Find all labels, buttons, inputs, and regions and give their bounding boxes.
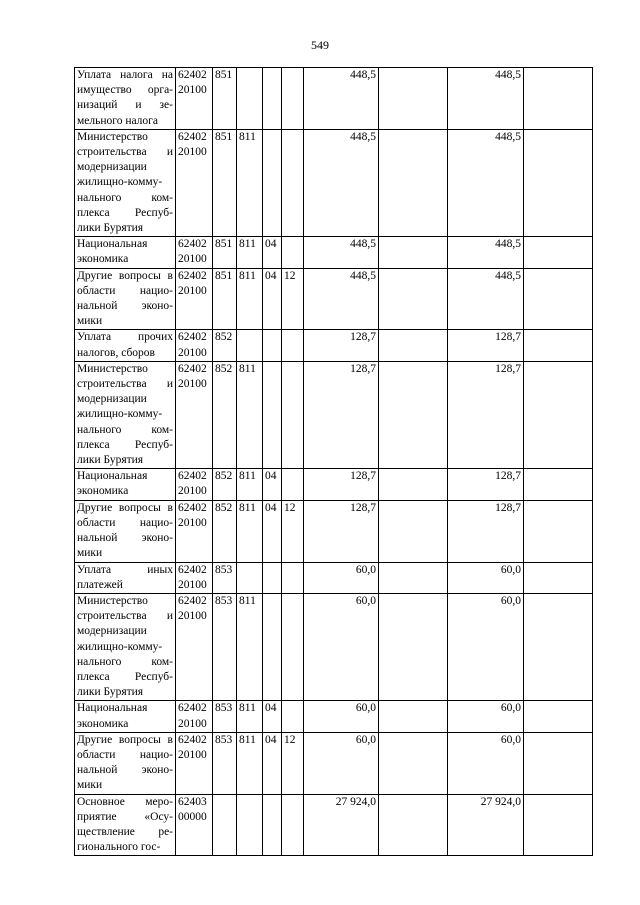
table-row <box>75 361 593 468</box>
expense-type-cell: 852 <box>213 361 237 468</box>
row-name-cell: Другие вопросы в области нацио-нальной эконо-мики <box>75 500 176 562</box>
section-cell <box>263 68 282 130</box>
amount-cell-2: 60,0 <box>448 593 524 700</box>
section-cell <box>263 129 282 236</box>
table-row <box>75 237 593 268</box>
expense-type-cell: 851 <box>213 237 237 268</box>
table-row <box>75 593 593 700</box>
expense-type-cell: 853 <box>213 732 237 794</box>
expense-type-cell <box>213 794 237 856</box>
row-name-cell: Национальная экономика <box>75 237 176 268</box>
target-article-cell: 62402 20100 <box>176 237 213 268</box>
row-name-cell: Другие вопросы в области нацио-нальной эконо-мики <box>75 732 176 794</box>
amount-cell: 448,5 <box>304 268 379 330</box>
amount-cell-2: 448,5 <box>448 129 524 236</box>
subsection-cell <box>282 701 304 732</box>
empty-cell-2 <box>524 469 593 500</box>
empty-cell <box>379 129 448 236</box>
empty-cell <box>379 794 448 856</box>
table-row <box>75 129 593 236</box>
target-article-cell: 62402 20100 <box>176 562 213 593</box>
expense-type-cell: 851 <box>213 129 237 236</box>
subsection-cell <box>282 469 304 500</box>
subsection-cell: 12 <box>282 732 304 794</box>
table-row <box>75 330 593 361</box>
amount-cell: 448,5 <box>304 68 379 130</box>
empty-cell <box>379 500 448 562</box>
empty-cell <box>379 593 448 700</box>
expense-type-cell: 853 <box>213 593 237 700</box>
amount-cell-2: 60,0 <box>448 562 524 593</box>
expense-type-cell: 853 <box>213 562 237 593</box>
empty-cell <box>379 701 448 732</box>
section-cell <box>263 361 282 468</box>
expense-type-cell: 851 <box>213 68 237 130</box>
section-cell: 04 <box>263 268 282 330</box>
empty-cell-2 <box>524 129 593 236</box>
row-name-cell: Национальная экономика <box>75 701 176 732</box>
expense-type-cell: 852 <box>213 330 237 361</box>
amount-cell: 448,5 <box>304 129 379 236</box>
target-article-cell: 62402 20100 <box>176 68 213 130</box>
expense-type-cell: 852 <box>213 500 237 562</box>
amount-cell-2: 448,5 <box>448 268 524 330</box>
empty-cell-2 <box>524 68 593 130</box>
row-name-cell: Национальная экономика <box>75 469 176 500</box>
amount-cell: 128,7 <box>304 361 379 468</box>
section-cell <box>263 794 282 856</box>
target-article-cell: 62402 20100 <box>176 593 213 700</box>
subsection-cell <box>282 794 304 856</box>
row-name-cell: Министерство строительства и модернизации жилищно-комму-нального ком-плекса Респуб-лики Бурятия <box>75 129 176 236</box>
expense-type-cell: 851 <box>213 268 237 330</box>
empty-cell <box>379 361 448 468</box>
empty-cell-2 <box>524 593 593 700</box>
subsection-cell: 12 <box>282 268 304 330</box>
ministry-code-cell: 811 <box>237 732 263 794</box>
table-row <box>75 701 593 732</box>
section-cell: 04 <box>263 500 282 562</box>
amount-cell-2: 128,7 <box>448 469 524 500</box>
amount-cell: 60,0 <box>304 562 379 593</box>
amount-cell-2: 128,7 <box>448 500 524 562</box>
ministry-code-cell: 811 <box>237 593 263 700</box>
amount-cell: 128,7 <box>304 469 379 500</box>
subsection-cell <box>282 361 304 468</box>
subsection-cell <box>282 593 304 700</box>
amount-cell-2: 448,5 <box>448 237 524 268</box>
target-article-cell: 62402 20100 <box>176 129 213 236</box>
target-article-cell: 62402 20100 <box>176 701 213 732</box>
empty-cell-2 <box>524 268 593 330</box>
row-name-cell: Министерство строительства и модернизации жилищно-комму-нального ком-плекса Респуб-лики Бурятия <box>75 361 176 468</box>
row-name-cell: Министерство строительства и модернизации жилищно-комму-нального ком-плекса Респуб-лики Бурятия <box>75 593 176 700</box>
table-row <box>75 562 593 593</box>
budget-table <box>74 67 593 856</box>
amount-cell: 128,7 <box>304 330 379 361</box>
table-row <box>75 732 593 794</box>
section-cell <box>263 330 282 361</box>
ministry-code-cell: 811 <box>237 361 263 468</box>
empty-cell-2 <box>524 361 593 468</box>
target-article-cell: 62403 00000 <box>176 794 213 856</box>
section-cell <box>263 593 282 700</box>
empty-cell-2 <box>524 701 593 732</box>
amount-cell-2: 128,7 <box>448 330 524 361</box>
subsection-cell <box>282 237 304 268</box>
subsection-cell <box>282 129 304 236</box>
ministry-code-cell <box>237 794 263 856</box>
empty-cell-2 <box>524 562 593 593</box>
amount-cell-2: 27 924,0 <box>448 794 524 856</box>
empty-cell-2 <box>524 794 593 856</box>
section-cell: 04 <box>263 701 282 732</box>
empty-cell <box>379 268 448 330</box>
amount-cell: 60,0 <box>304 593 379 700</box>
ministry-code-cell: 811 <box>237 237 263 268</box>
empty-cell <box>379 469 448 500</box>
subsection-cell <box>282 68 304 130</box>
amount-cell: 60,0 <box>304 732 379 794</box>
subsection-cell <box>282 562 304 593</box>
empty-cell-2 <box>524 732 593 794</box>
empty-cell <box>379 68 448 130</box>
table-row <box>75 268 593 330</box>
ministry-code-cell <box>237 330 263 361</box>
empty-cell-2 <box>524 500 593 562</box>
row-name-cell: Другие вопросы в области нацио-нальной эконо-мики <box>75 268 176 330</box>
ministry-code-cell: 811 <box>237 701 263 732</box>
section-cell: 04 <box>263 469 282 500</box>
row-name-cell: Уплата прочих налогов, сборов <box>75 330 176 361</box>
ministry-code-cell: 811 <box>237 469 263 500</box>
amount-cell-2: 60,0 <box>448 701 524 732</box>
table-row <box>75 794 593 856</box>
expense-type-cell: 852 <box>213 469 237 500</box>
ministry-code-cell: 811 <box>237 268 263 330</box>
amount-cell-2: 60,0 <box>448 732 524 794</box>
empty-cell-2 <box>524 237 593 268</box>
table-row <box>75 68 593 130</box>
target-article-cell: 62402 20100 <box>176 500 213 562</box>
target-article-cell: 62402 20100 <box>176 732 213 794</box>
amount-cell-2: 448,5 <box>448 68 524 130</box>
subsection-cell: 12 <box>282 500 304 562</box>
empty-cell <box>379 330 448 361</box>
target-article-cell: 62402 20100 <box>176 361 213 468</box>
section-cell: 04 <box>263 732 282 794</box>
amount-cell-2: 128,7 <box>448 361 524 468</box>
ministry-code-cell: 811 <box>237 500 263 562</box>
ministry-code-cell <box>237 562 263 593</box>
row-name-cell: Уплата иных платежей <box>75 562 176 593</box>
empty-cell <box>379 237 448 268</box>
amount-cell: 60,0 <box>304 701 379 732</box>
expense-type-cell: 853 <box>213 701 237 732</box>
table-row <box>75 500 593 562</box>
section-cell: 04 <box>263 237 282 268</box>
amount-cell: 27 924,0 <box>304 794 379 856</box>
table-row <box>75 469 593 500</box>
row-name-cell: Уплата налога на имущество орга-низаций и зе-мельного налога <box>75 68 176 130</box>
target-article-cell: 62402 20100 <box>176 268 213 330</box>
target-article-cell: 62402 20100 <box>176 330 213 361</box>
ministry-code-cell: 811 <box>237 129 263 236</box>
empty-cell <box>379 562 448 593</box>
ministry-code-cell <box>237 68 263 130</box>
empty-cell <box>379 732 448 794</box>
row-name-cell: Основное меро-приятие «Осу-ществление ре-гионального гос- <box>75 794 176 856</box>
subsection-cell <box>282 330 304 361</box>
amount-cell: 128,7 <box>304 500 379 562</box>
amount-cell: 448,5 <box>304 237 379 268</box>
section-cell <box>263 562 282 593</box>
target-article-cell: 62402 20100 <box>176 469 213 500</box>
page-number: 549 <box>311 38 329 52</box>
empty-cell-2 <box>524 330 593 361</box>
